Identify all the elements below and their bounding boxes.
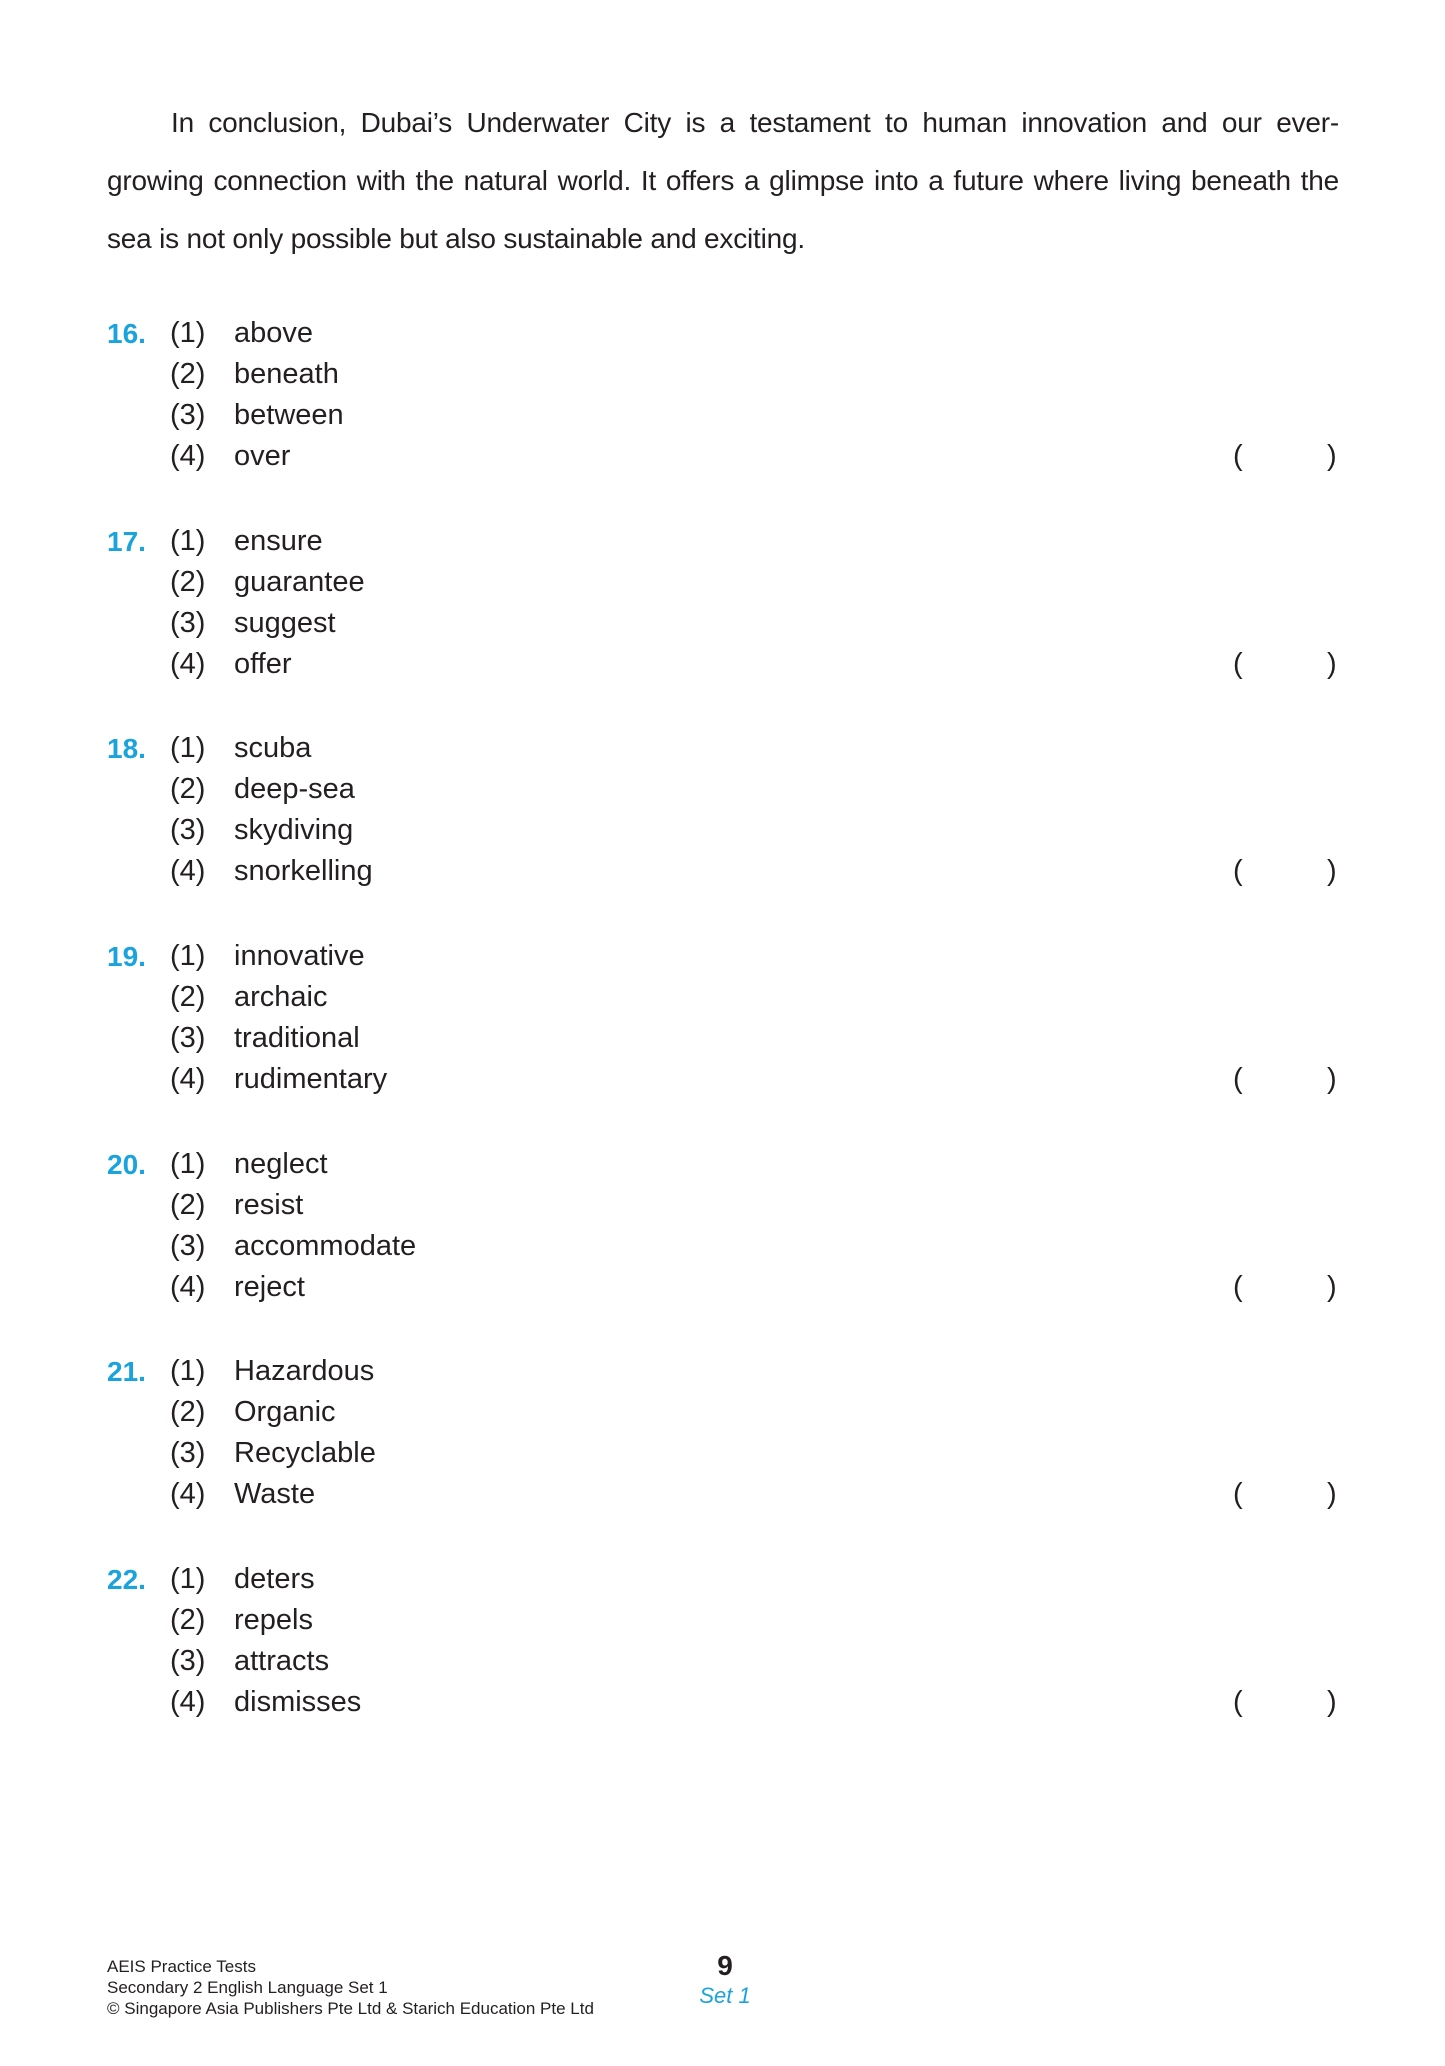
option-row [107, 644, 1347, 685]
option-number: (1) [170, 1563, 206, 1595]
option-text: offer [234, 648, 292, 680]
option-number: (3) [170, 1437, 206, 1469]
option-text: between [234, 399, 344, 431]
option-text: Recyclable [234, 1437, 376, 1469]
option-text: dismisses [234, 1686, 362, 1718]
option-number: (2) [170, 1604, 206, 1636]
option-row [107, 851, 1347, 892]
option-text: Waste [234, 1478, 316, 1510]
option-text: archaic [234, 981, 328, 1013]
option-row [107, 521, 1347, 562]
option-row [107, 977, 1347, 1018]
conclusion-paragraph [107, 94, 1339, 268]
option-text: neglect [234, 1148, 328, 1180]
option-text: ensure [234, 525, 323, 557]
option-number: (4) [170, 1063, 206, 1095]
option-text: reject [234, 1271, 305, 1303]
set-label: Set 1 [699, 1983, 751, 2008]
option-number: (4) [170, 855, 206, 887]
question-number: 17. [107, 526, 146, 557]
option-text: Organic [234, 1396, 336, 1428]
option-row [107, 1559, 1347, 1600]
question-number: 21. [107, 1356, 146, 1387]
conclusion-text: In conclusion, Dubai’s Underwater City is a testament to human innovation and our ever-growing connection with the natural world. It offers a glimpse into a future where living beneath the sea is not only possible but also sustainable and exciting. [107, 107, 1339, 254]
open-bracket: ( [1233, 648, 1243, 680]
option-row [107, 1351, 1347, 1392]
option-row [107, 1226, 1347, 1267]
option-number: (1) [170, 525, 206, 557]
option-row [107, 354, 1347, 395]
question-20 [107, 1144, 1347, 1308]
option-row [107, 562, 1347, 603]
close-bracket: ) [1327, 855, 1337, 887]
close-bracket: ) [1327, 1478, 1337, 1510]
option-number: (2) [170, 566, 206, 598]
option-text: above [234, 317, 314, 349]
question-number: 19. [107, 941, 146, 972]
page-number: 9 [717, 1950, 733, 1981]
close-bracket: ) [1327, 1063, 1337, 1095]
option-row [107, 1059, 1347, 1100]
option-row [107, 1641, 1347, 1682]
option-text: attracts [234, 1645, 330, 1677]
option-row [107, 395, 1347, 436]
option-text: resist [234, 1189, 304, 1221]
option-text: repels [234, 1604, 313, 1636]
close-bracket: ) [1327, 1686, 1337, 1718]
question-21 [107, 1351, 1347, 1515]
option-number: (3) [170, 607, 206, 639]
open-bracket: ( [1233, 440, 1243, 472]
option-text: scuba [234, 732, 312, 764]
option-text: beneath [234, 358, 339, 390]
option-row [107, 769, 1347, 810]
question-16 [107, 313, 1347, 477]
option-row [107, 1144, 1347, 1185]
option-number: (2) [170, 1189, 206, 1221]
option-row [107, 728, 1347, 769]
option-number: (3) [170, 1022, 206, 1054]
footer-book-title: Secondary 2 English Language Set 1 [107, 1978, 388, 1997]
option-row [107, 313, 1347, 354]
option-number: (4) [170, 1478, 206, 1510]
option-text: skydiving [234, 814, 354, 846]
close-bracket: ) [1327, 1271, 1337, 1303]
option-row [107, 1018, 1347, 1059]
footer-series-title: AEIS Practice Tests [107, 1957, 256, 1976]
question-18 [107, 728, 1347, 892]
option-text: over [234, 440, 291, 472]
option-number: (4) [170, 1271, 206, 1303]
option-row [107, 1474, 1347, 1515]
close-bracket: ) [1327, 440, 1337, 472]
footer [107, 1956, 594, 2019]
option-number: (1) [170, 732, 206, 764]
option-row [107, 1392, 1347, 1433]
question-19 [107, 936, 1347, 1100]
option-text: Hazardous [234, 1355, 375, 1387]
option-text: suggest [234, 607, 336, 639]
footer-copyright: © Singapore Asia Publishers Pte Ltd & Starich Education Pte Ltd [107, 1999, 594, 2018]
option-number: (1) [170, 1355, 206, 1387]
option-text: accommodate [234, 1230, 417, 1262]
option-number: (4) [170, 1686, 206, 1718]
option-number: (2) [170, 773, 206, 805]
question-22 [107, 1559, 1347, 1723]
option-row [107, 436, 1347, 477]
option-text: deep-sea [234, 773, 355, 805]
option-number: (3) [170, 399, 206, 431]
open-bracket: ( [1233, 1063, 1243, 1095]
open-bracket: ( [1233, 1478, 1243, 1510]
option-row [107, 603, 1347, 644]
option-number: (2) [170, 358, 206, 390]
option-number: (3) [170, 1645, 206, 1677]
option-text: snorkelling [234, 855, 373, 887]
option-number: (3) [170, 1230, 206, 1262]
option-number: (2) [170, 1396, 206, 1428]
option-text: deters [234, 1563, 315, 1595]
option-number: (1) [170, 317, 206, 349]
option-number: (1) [170, 1148, 206, 1180]
open-bracket: ( [1233, 1686, 1243, 1718]
question-number: 22. [107, 1564, 146, 1595]
question-17 [107, 521, 1347, 685]
question-number: 18. [107, 733, 146, 764]
option-row [107, 1433, 1347, 1474]
option-row [107, 1682, 1347, 1723]
option-row [107, 1600, 1347, 1641]
option-number: (4) [170, 440, 206, 472]
option-number: (2) [170, 981, 206, 1013]
option-number: (4) [170, 648, 206, 680]
option-text: guarantee [234, 566, 365, 598]
question-number: 20. [107, 1149, 146, 1180]
option-text: innovative [234, 940, 365, 972]
option-number: (1) [170, 940, 206, 972]
open-bracket: ( [1233, 1271, 1243, 1303]
question-number: 16. [107, 318, 146, 349]
option-text: rudimentary [234, 1063, 388, 1095]
option-text: traditional [234, 1022, 360, 1054]
option-row [107, 1267, 1347, 1308]
option-row [107, 936, 1347, 977]
option-row [107, 1185, 1347, 1226]
option-number: (3) [170, 814, 206, 846]
close-bracket: ) [1327, 648, 1337, 680]
option-row [107, 810, 1347, 851]
open-bracket: ( [1233, 855, 1243, 887]
